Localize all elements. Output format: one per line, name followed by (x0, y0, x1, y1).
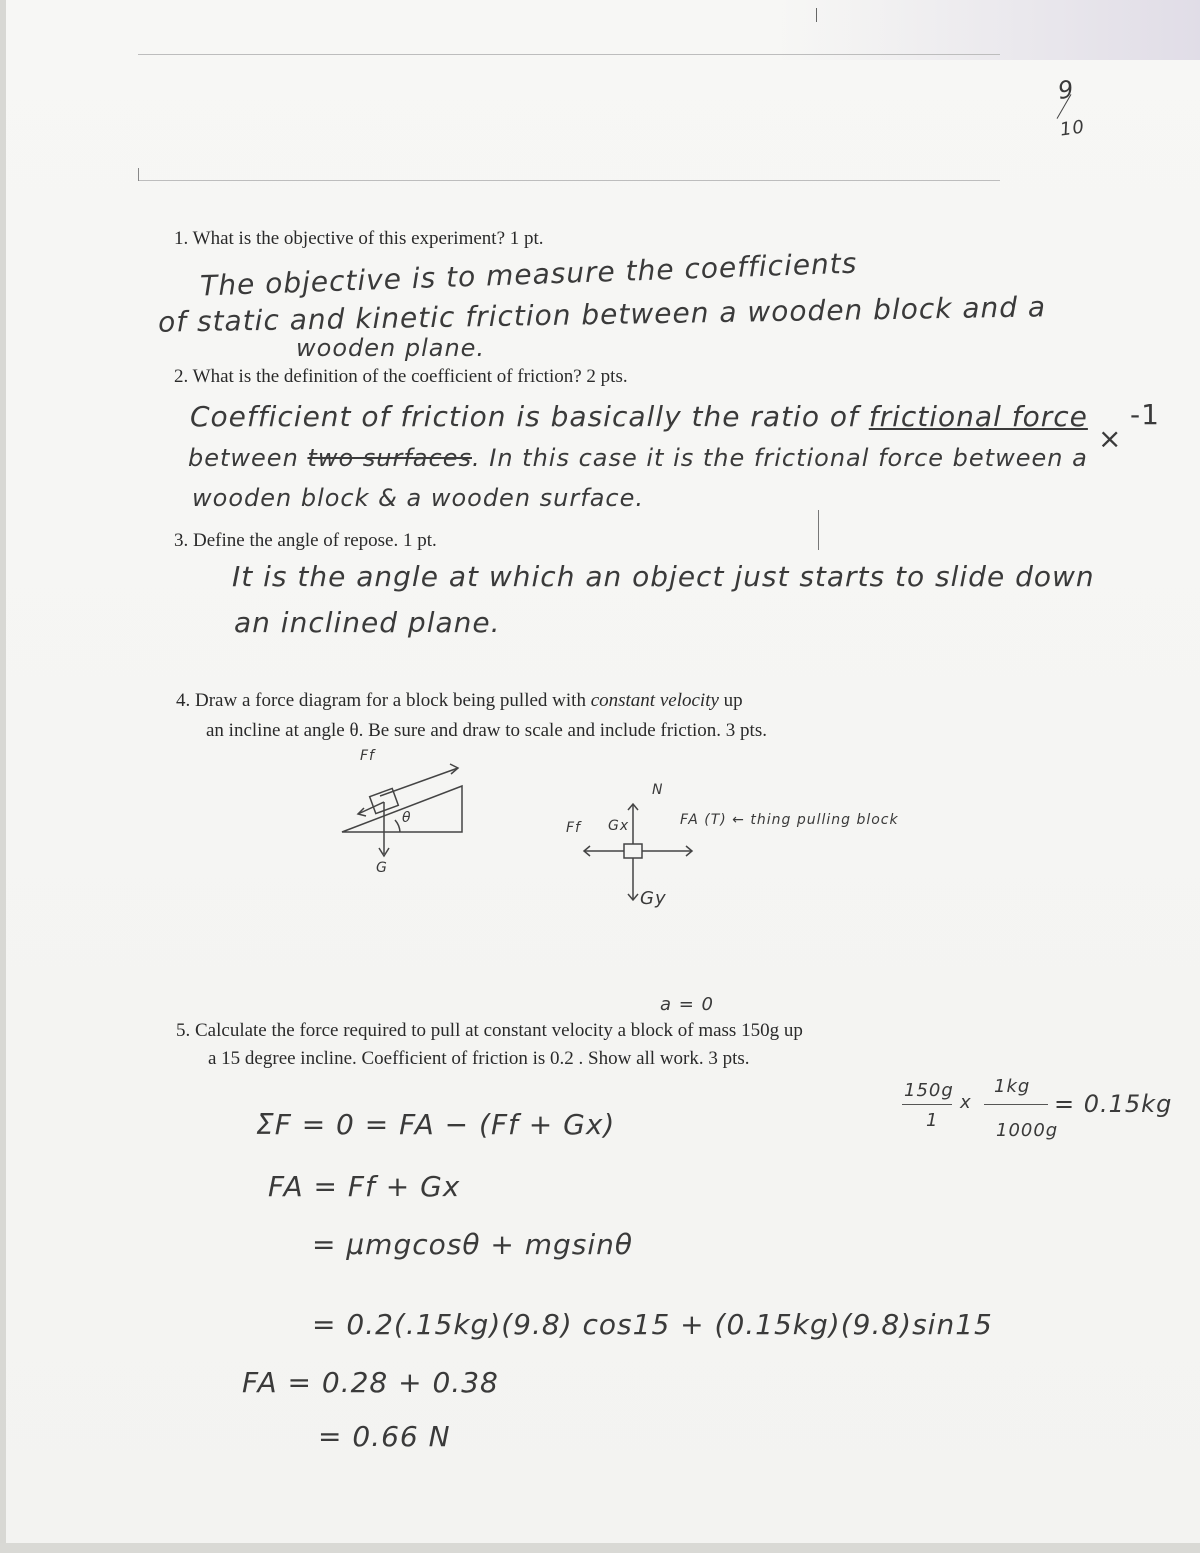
conv-num-1: 150g (904, 1080, 954, 1101)
answer-3-line-2: an inclined plane. (234, 606, 501, 639)
grader-x-mark: × (1098, 422, 1123, 455)
question-2: 2. What is the definition of the coefficient of friction? 2 pts. (174, 366, 628, 387)
work-line-3: = μmgcosθ + mgsinθ (312, 1228, 634, 1261)
header-corner-mark (138, 168, 139, 181)
diagram-ff-label: Ff (360, 748, 375, 764)
question-1: 1. What is the objective of this experiment? 1 pt. (174, 228, 544, 249)
answer-1-line-2: of static and kinetic friction between a wooden block and a (157, 290, 1047, 339)
answer-2-line-1: Coefficient of friction is basically the ratio of frictional force (190, 400, 1088, 433)
fbd-gx-label: Gx (608, 818, 630, 834)
fbd-gy-label: Gy (640, 888, 667, 909)
work-line-4: = 0.2(.15kg)(9.8) cos15 + (0.15kg)(9.8)sin15 (312, 1308, 993, 1341)
work-line-2: FA = Ff + Gx (268, 1170, 461, 1203)
acceleration-note: a = 0 (660, 994, 715, 1015)
diagram-g-label: G (376, 860, 388, 876)
work-line-1: ΣF = 0 = FA − (Ff + Gx) (256, 1108, 616, 1141)
work-line-6: = 0.66 N (318, 1420, 451, 1453)
fbd-applied-label: FA (T) ← thing pulling block (680, 812, 899, 828)
corner-shadow (780, 0, 1200, 60)
answer-2-line-2: between two surfaces. In this case it is the frictional force between a (188, 444, 1088, 472)
grade-numerator: 9 (1056, 75, 1077, 105)
conv-bar-2 (984, 1104, 1048, 1105)
fbd-normal-label: N (652, 782, 664, 798)
question-4-line-2: an incline at angle θ. Be sure and draw to scale and include friction. 3 pts. (206, 720, 767, 741)
top-tick-mark (816, 8, 817, 22)
conv-times: x (960, 1092, 972, 1113)
conv-num-2: 1kg (994, 1076, 1031, 1097)
header-top-rule (138, 54, 1000, 55)
answer-1-line-3: wooden plane. (296, 334, 486, 362)
question-5-line-1: 5. Calculate the force required to pull at constant velocity a block of mass 150g up (176, 1020, 803, 1041)
fbd-friction-label: Ff (566, 820, 581, 836)
page-edge (0, 0, 6, 1553)
grade-denominator: 10 (1058, 116, 1087, 141)
work-line-5: FA = 0.28 + 0.38 (242, 1366, 499, 1399)
question-3: 3. Define the angle of repose. 1 pt. (174, 530, 437, 551)
margin-mark (818, 510, 819, 550)
answer-1-line-1: The objective is to measure the coefficients (199, 246, 858, 303)
conv-result: = 0.15kg (1054, 1090, 1173, 1118)
answer-3-line-1: It is the angle at which an object just starts to slide down (232, 560, 1095, 593)
grader-deduction: -1 (1130, 398, 1160, 431)
header-bottom-rule (138, 180, 1000, 181)
conv-den-1: 1 (926, 1110, 939, 1131)
question-4-line-1: 4. Draw a force diagram for a block being pulled with constant velocity up (176, 690, 743, 711)
diagram-theta-label: θ (402, 810, 412, 826)
conv-bar-1 (902, 1104, 952, 1105)
conv-den-2: 1000g (996, 1120, 1059, 1141)
question-5-line-2: a 15 degree incline. Coefficient of friction is 0.2 . Show all work. 3 pts. (208, 1048, 750, 1069)
answer-2-line-3: wooden block & a wooden surface. (192, 484, 644, 512)
bottom-edge (0, 1543, 1200, 1553)
